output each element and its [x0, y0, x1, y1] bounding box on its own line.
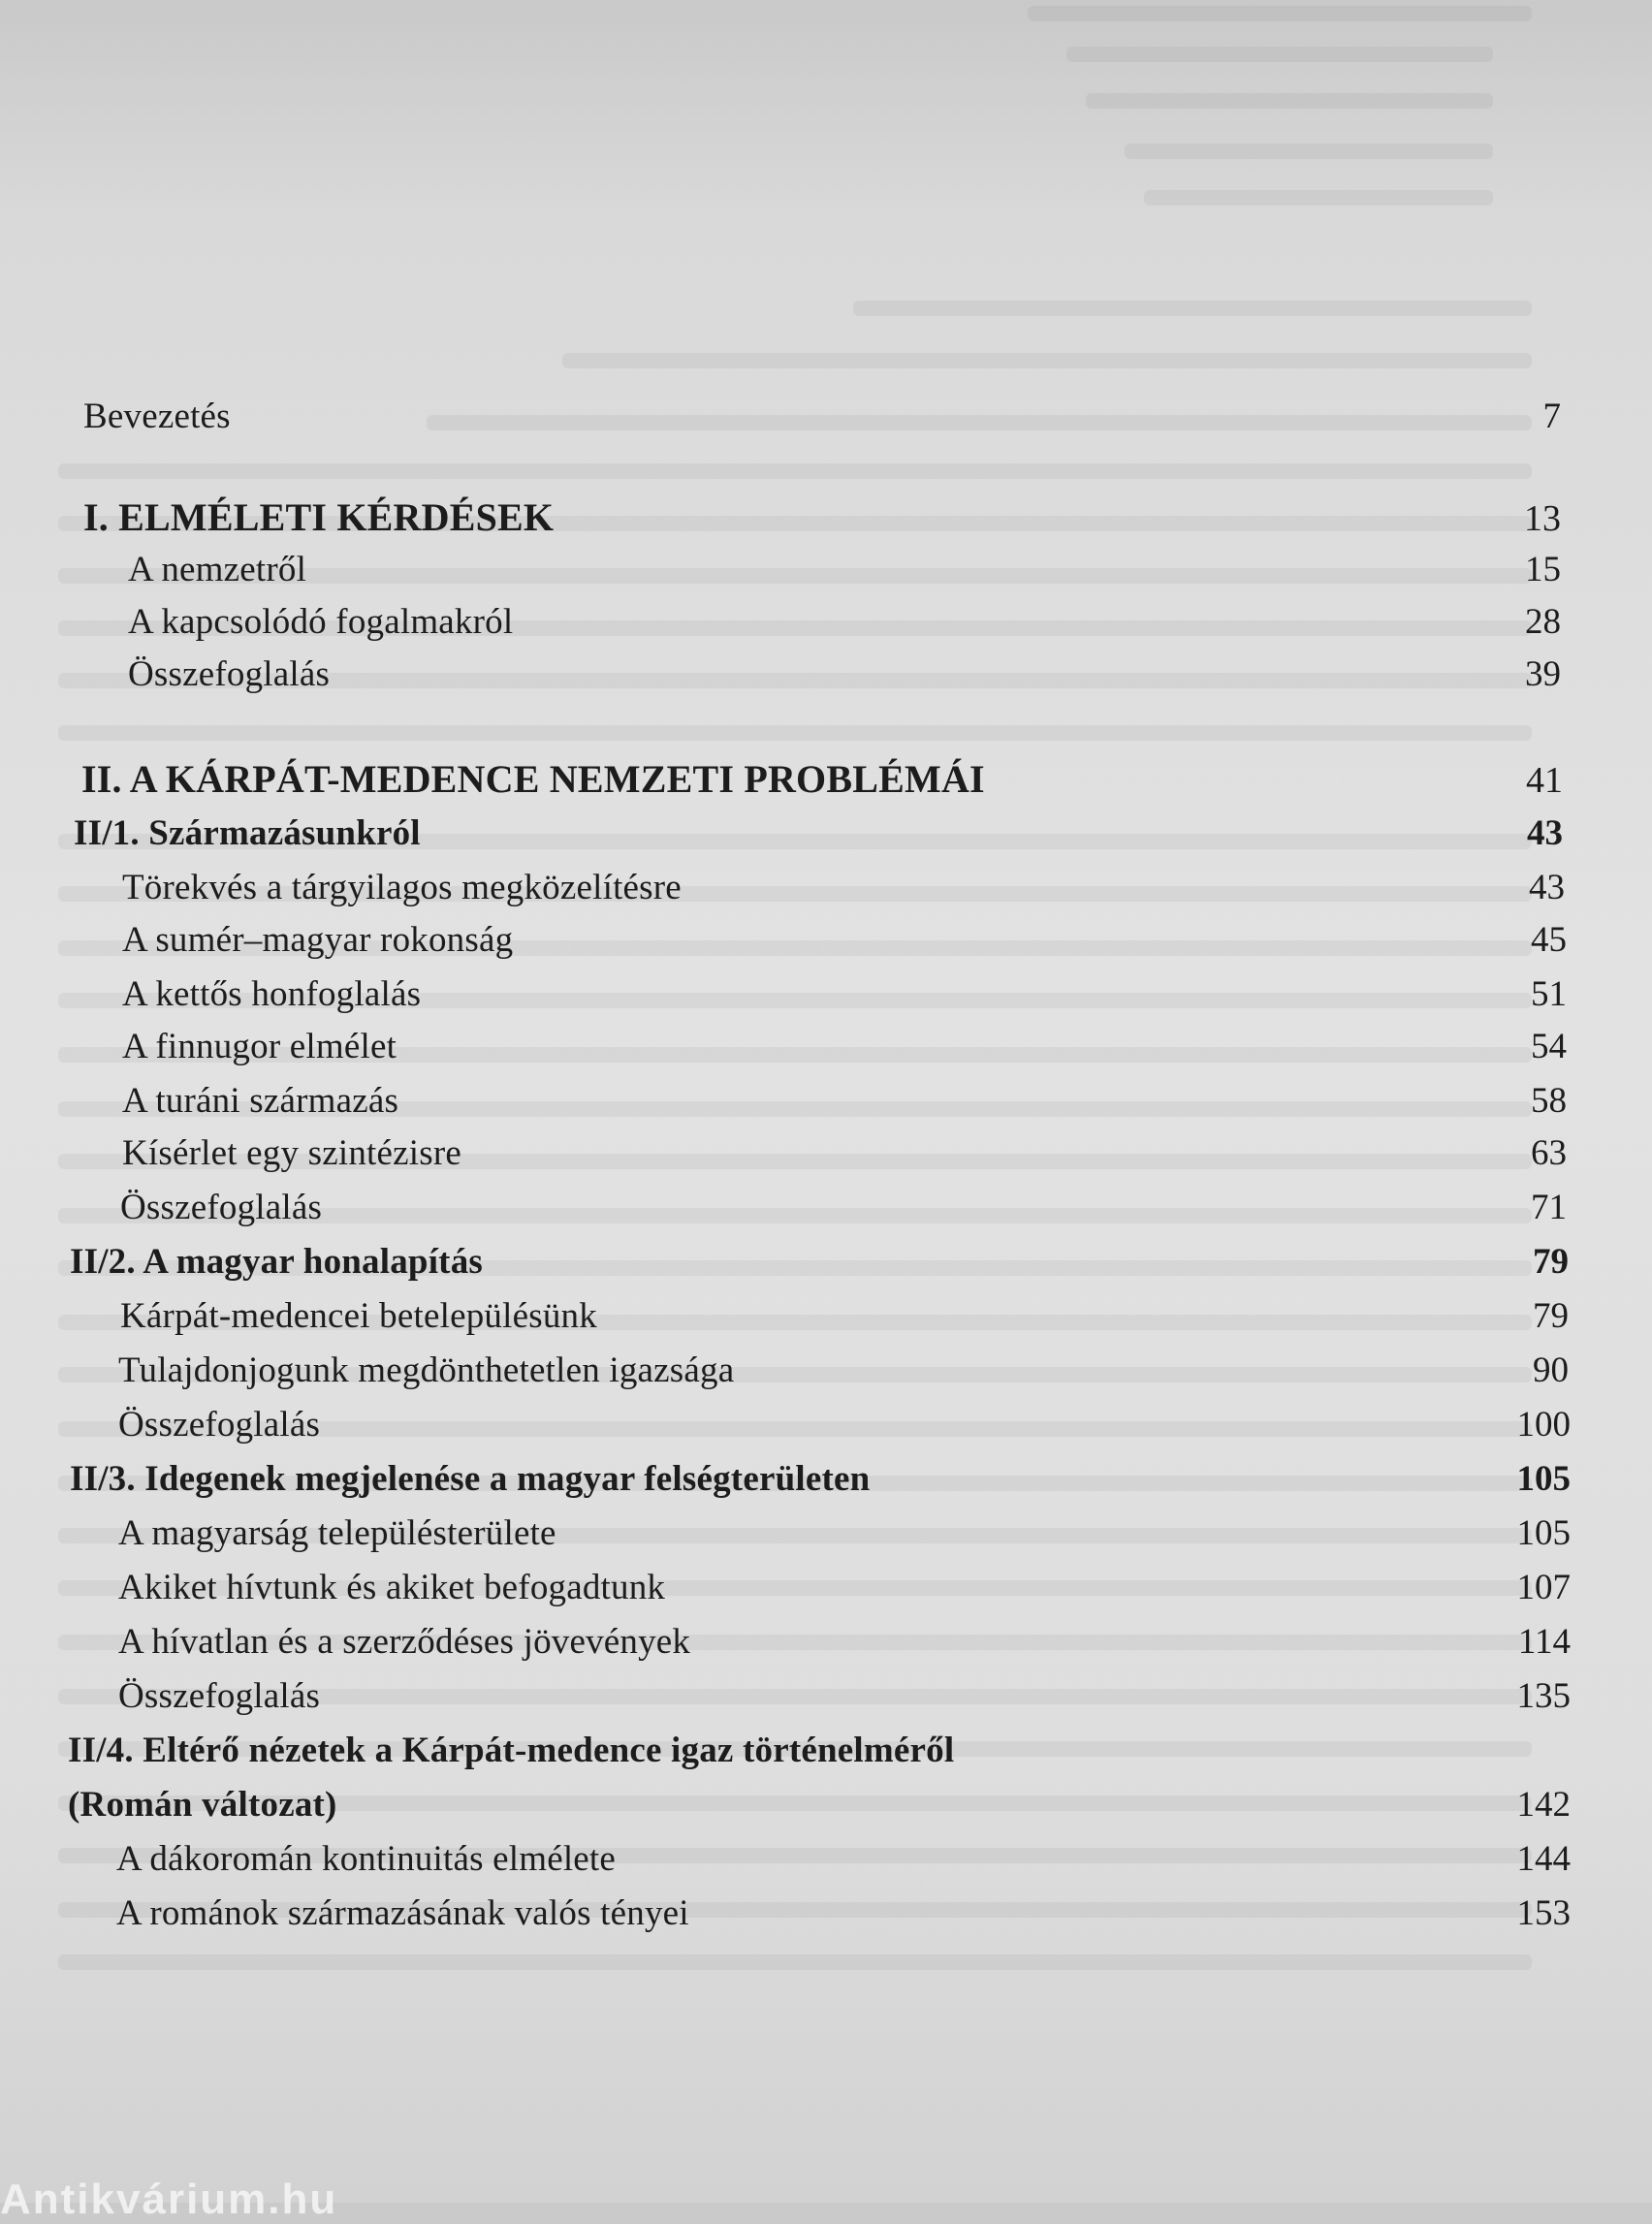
toc-entry-title: II/1. Származásunkról	[74, 813, 421, 853]
toc-entry-page: 43	[1527, 813, 1563, 853]
toc-entry	[116, 1838, 1571, 1880]
toc-entry-page: 105	[1516, 1513, 1571, 1553]
toc-entry-page: 45	[1531, 920, 1567, 960]
toc-entry-title: II/2. A magyar honalapítás	[70, 1242, 484, 1282]
toc-entry-page: 54	[1531, 1027, 1567, 1066]
toc-entry	[118, 1350, 1569, 1391]
toc-entry	[118, 1404, 1571, 1446]
toc-entry	[128, 601, 1561, 643]
toc-entry	[122, 1132, 1567, 1174]
toc-chapter-heading	[70, 1458, 1571, 1500]
toc-chapter-heading	[68, 1730, 1571, 1771]
toc-entry-page: 43	[1529, 868, 1565, 907]
toc-entry-page: 114	[1517, 1622, 1571, 1662]
watermark-text: Antikvárium.hu	[0, 2176, 338, 2223]
toc-entry-page: 79	[1533, 1296, 1569, 1336]
toc-entry-page: 15	[1525, 550, 1561, 589]
toc-entry	[120, 1295, 1569, 1337]
toc-entry-page: 28	[1525, 602, 1561, 642]
toc-entry-title: II/4. Eltérő nézetek a Kárpát-medence igaz történelméről	[68, 1731, 955, 1770]
toc-entry-title: A nemzetről	[128, 550, 307, 589]
toc-entry-title: A kapcsolódó fogalmakról	[128, 602, 514, 642]
toc-entry	[118, 1567, 1571, 1608]
toc-entry	[120, 1187, 1567, 1228]
toc-entry	[122, 973, 1567, 1015]
toc-entry-title: II. A KÁRPÁT-MEDENCE NEMZETI PROBLÉMÁI	[81, 757, 985, 801]
toc-entry-page: 51	[1531, 974, 1567, 1014]
toc-entry	[118, 1621, 1571, 1663]
toc-entry-title: Összefoglalás	[120, 1188, 323, 1227]
toc-entry-page: 107	[1516, 1568, 1571, 1607]
toc-entry-page: 142	[1516, 1785, 1571, 1825]
toc-entry	[118, 1512, 1571, 1554]
toc-entry	[122, 867, 1565, 908]
toc-entry	[122, 919, 1567, 961]
toc-entry-title: A magyarság településterülete	[118, 1513, 556, 1553]
toc-entry-title: A sumér–magyar rokonság	[122, 920, 514, 960]
toc-entry-title: (Román változat)	[68, 1785, 337, 1825]
toc-entry-page: 153	[1516, 1893, 1571, 1933]
toc-entry-title: Összefoglalás	[118, 1676, 321, 1716]
toc-entry-page: 58	[1531, 1081, 1567, 1121]
toc-chapter-heading-continued	[68, 1784, 1571, 1826]
toc-entry-page: 71	[1531, 1188, 1567, 1227]
toc-entry-title: Összefoglalás	[128, 654, 331, 694]
toc-entry-bevezetes	[83, 396, 1561, 437]
toc-entry-page: 63	[1531, 1133, 1567, 1173]
toc-entry-page: 39	[1525, 654, 1561, 694]
toc-entry-page: 135	[1516, 1676, 1571, 1716]
toc-entry-title: A dákoromán kontinuitás elmélete	[116, 1839, 617, 1879]
toc-entry-title: A turáni származás	[122, 1081, 399, 1121]
toc-entry-page: 7	[1542, 397, 1561, 436]
toc-entry-page: 79	[1533, 1242, 1569, 1282]
toc-entry-title: A finnugor elmélet	[122, 1027, 397, 1066]
toc-part-heading	[81, 756, 1563, 802]
toc-entry-page: 144	[1516, 1839, 1571, 1879]
toc-entry-page: 105	[1516, 1459, 1571, 1499]
toc-entry-title: Összefoglalás	[118, 1405, 321, 1445]
toc-entry-title: A kettős honfoglalás	[122, 974, 422, 1014]
toc-entry-title: Kárpát-medencei betelepülésünk	[120, 1296, 597, 1336]
toc-entry-title: A hívatlan és a szerződéses jövevények	[118, 1622, 691, 1662]
toc-entry-title: Akiket hívtunk és akiket befogadtunk	[118, 1568, 666, 1607]
toc-entry-title: I. ELMÉLETI KÉRDÉSEK	[83, 495, 555, 539]
toc-entry	[128, 549, 1561, 590]
toc-entry-title: II/3. Idegenek megjelenése a magyar felségterületen	[70, 1459, 871, 1499]
toc-chapter-heading	[74, 812, 1563, 854]
toc-entry-title: Tulajdonjogunk megdönthetetlen igazsága	[118, 1350, 735, 1390]
toc-entry	[122, 1026, 1567, 1067]
toc-entry-page: 90	[1533, 1350, 1569, 1390]
toc-entry-title: Bevezetés	[83, 397, 231, 436]
toc-entry-title: Kísérlet egy szintézisre	[122, 1133, 461, 1173]
toc-entry-title: A románok származásának valós tényei	[116, 1893, 689, 1933]
toc-entry	[122, 1080, 1567, 1122]
toc-entry-page: 41	[1526, 760, 1563, 801]
toc-entry-title: Törekvés a tárgyilagos megközelítésre	[122, 868, 682, 907]
toc-entry	[128, 653, 1561, 695]
toc-part-heading	[83, 494, 1561, 540]
toc-entry-page: 100	[1516, 1405, 1571, 1445]
toc-entry	[118, 1675, 1571, 1717]
toc-chapter-heading	[70, 1241, 1569, 1283]
toc-entry	[116, 1892, 1571, 1934]
toc-entry-page: 13	[1524, 498, 1561, 539]
